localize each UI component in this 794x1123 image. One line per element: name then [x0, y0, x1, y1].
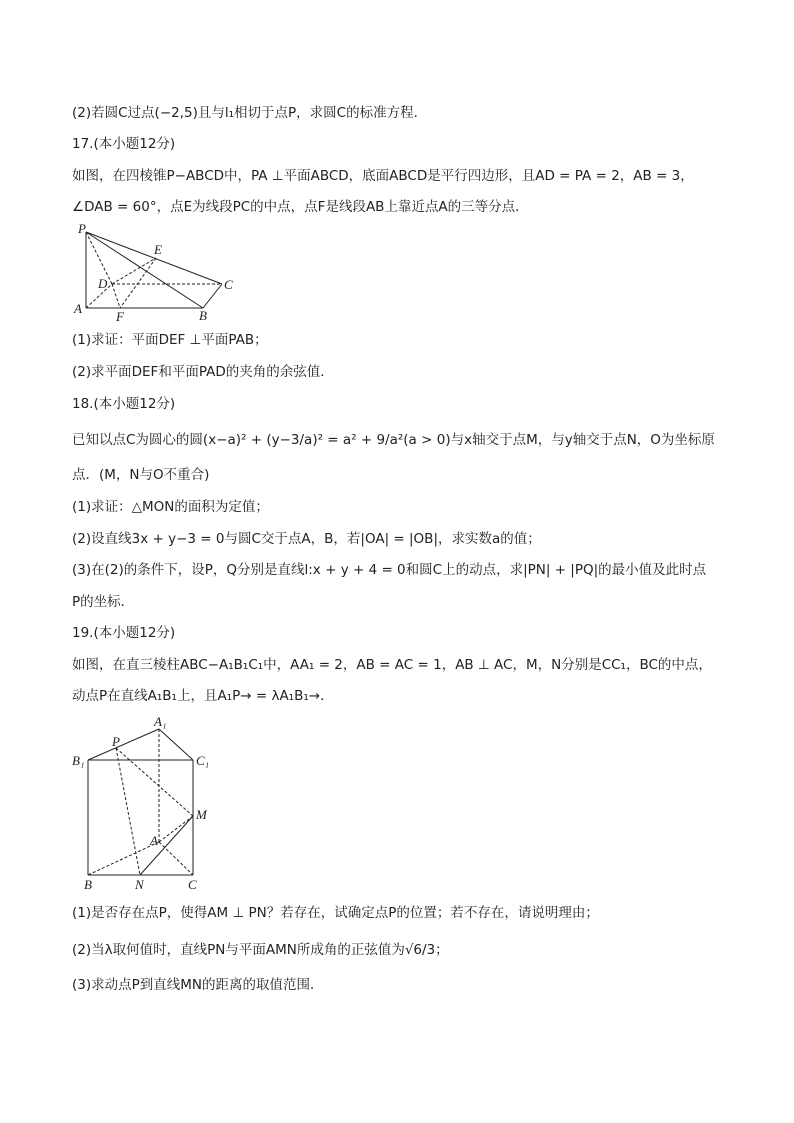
q18-header: 18.(本小题12分) — [72, 396, 176, 412]
label-A: A — [150, 833, 158, 848]
label-B: B — [199, 308, 207, 323]
figure-pyramid — [70, 222, 240, 322]
edge-BC — [203, 284, 222, 308]
q19-header: 19.(本小题12分) — [72, 625, 176, 641]
q19-stem-line1: 如图，在直三棱柱ABC−A₁B₁C₁中，AA₁ = 2，AB = AC = 1，AB ⊥ AC，M，N分别是CC₁，BC的中点， — [72, 657, 712, 673]
label-F: F — [116, 309, 124, 324]
q17-part1: (1)求证：平面DEF ⊥平面PAB； — [72, 332, 268, 348]
q18-part1: (1)求证：△MON的面积为定值； — [72, 499, 269, 515]
edge-AC — [159, 842, 193, 875]
q18-stem-line2: 点．(M，N与O不重合) — [72, 467, 210, 483]
q18-part3-line2: P的坐标． — [72, 594, 135, 610]
edge-PM — [116, 748, 193, 816]
label-C1: C₁ — [196, 753, 210, 768]
q17-header: 17.(本小题12分) — [72, 136, 176, 152]
figure-prism — [70, 712, 220, 892]
edge-PN — [116, 748, 140, 875]
label-P: P — [112, 734, 120, 749]
q19-part2: (2)当λ取何值时，直线PN与平面AMN所成角的正弦值为√6/3； — [72, 942, 449, 958]
q16-part2: (2)若圆C过点(−2,5)且与l₁相切于点P，求圆C的标准方程． — [72, 105, 428, 121]
edge-A1C1 — [159, 729, 193, 760]
label-D: D — [98, 276, 108, 291]
label-A: A — [74, 301, 82, 316]
q19-part1: (1)是否存在点P，使得AM ⊥ PN？若存在，试确定点P的位置；若不存在，请说明理由； — [72, 905, 599, 921]
q18-stem-line1: 已知以点C为圆心的圆(x−a)² + (y−3/a)² = a² + 9/a²(a > 0)与x轴交于点M，与y轴交于点N，O为坐标原 — [72, 432, 715, 448]
q17-stem-line2: ∠DAB = 60°，点E为线段PC的中点，点F是线段AB上靠近点A的三等分点． — [72, 199, 529, 215]
label-N: N — [135, 877, 144, 892]
q18-part3-line1: (3)在(2)的条件下，设P，Q分别是直线l:x + y + 4 = 0和圆C上的动点，求|PN| + |PQ|的最小值及此时点 — [72, 562, 707, 578]
edge-DF — [112, 284, 120, 308]
edge-NM — [140, 816, 193, 875]
label-B1: B₁ — [72, 753, 85, 768]
label-C: C — [224, 277, 233, 292]
edge-AM — [159, 816, 193, 842]
label-M: M — [196, 807, 207, 822]
edge-DE — [112, 258, 156, 284]
q17-part2: (2)求平面DEF和平面PAD的夹角的余弦值． — [72, 364, 334, 380]
edge-AB — [88, 842, 159, 875]
label-P: P — [78, 221, 86, 236]
q17-stem-line1: 如图，在四棱锥P−ABCD中，PA ⊥平面ABCD，底面ABCD是平行四边形，且AD = PA = 2，AB = 3， — [72, 168, 694, 184]
label-C: C — [188, 877, 197, 892]
label-B: B — [84, 877, 92, 892]
label-A1: A₁ — [154, 714, 167, 729]
edge-B1A1 — [88, 729, 159, 760]
q19-part3: (3)求动点P到直线MN的距离的取值范围． — [72, 977, 324, 993]
q19-stem-line2: 动点P在直线A₁B₁上，且A₁P→ = λA₁B₁→． — [72, 688, 334, 704]
q18-part2: (2)设直线3x + y−3 = 0与圆C交于点A，B，若|OA| = |OB|，求实数a的值； — [72, 531, 541, 547]
label-E: E — [154, 242, 162, 257]
